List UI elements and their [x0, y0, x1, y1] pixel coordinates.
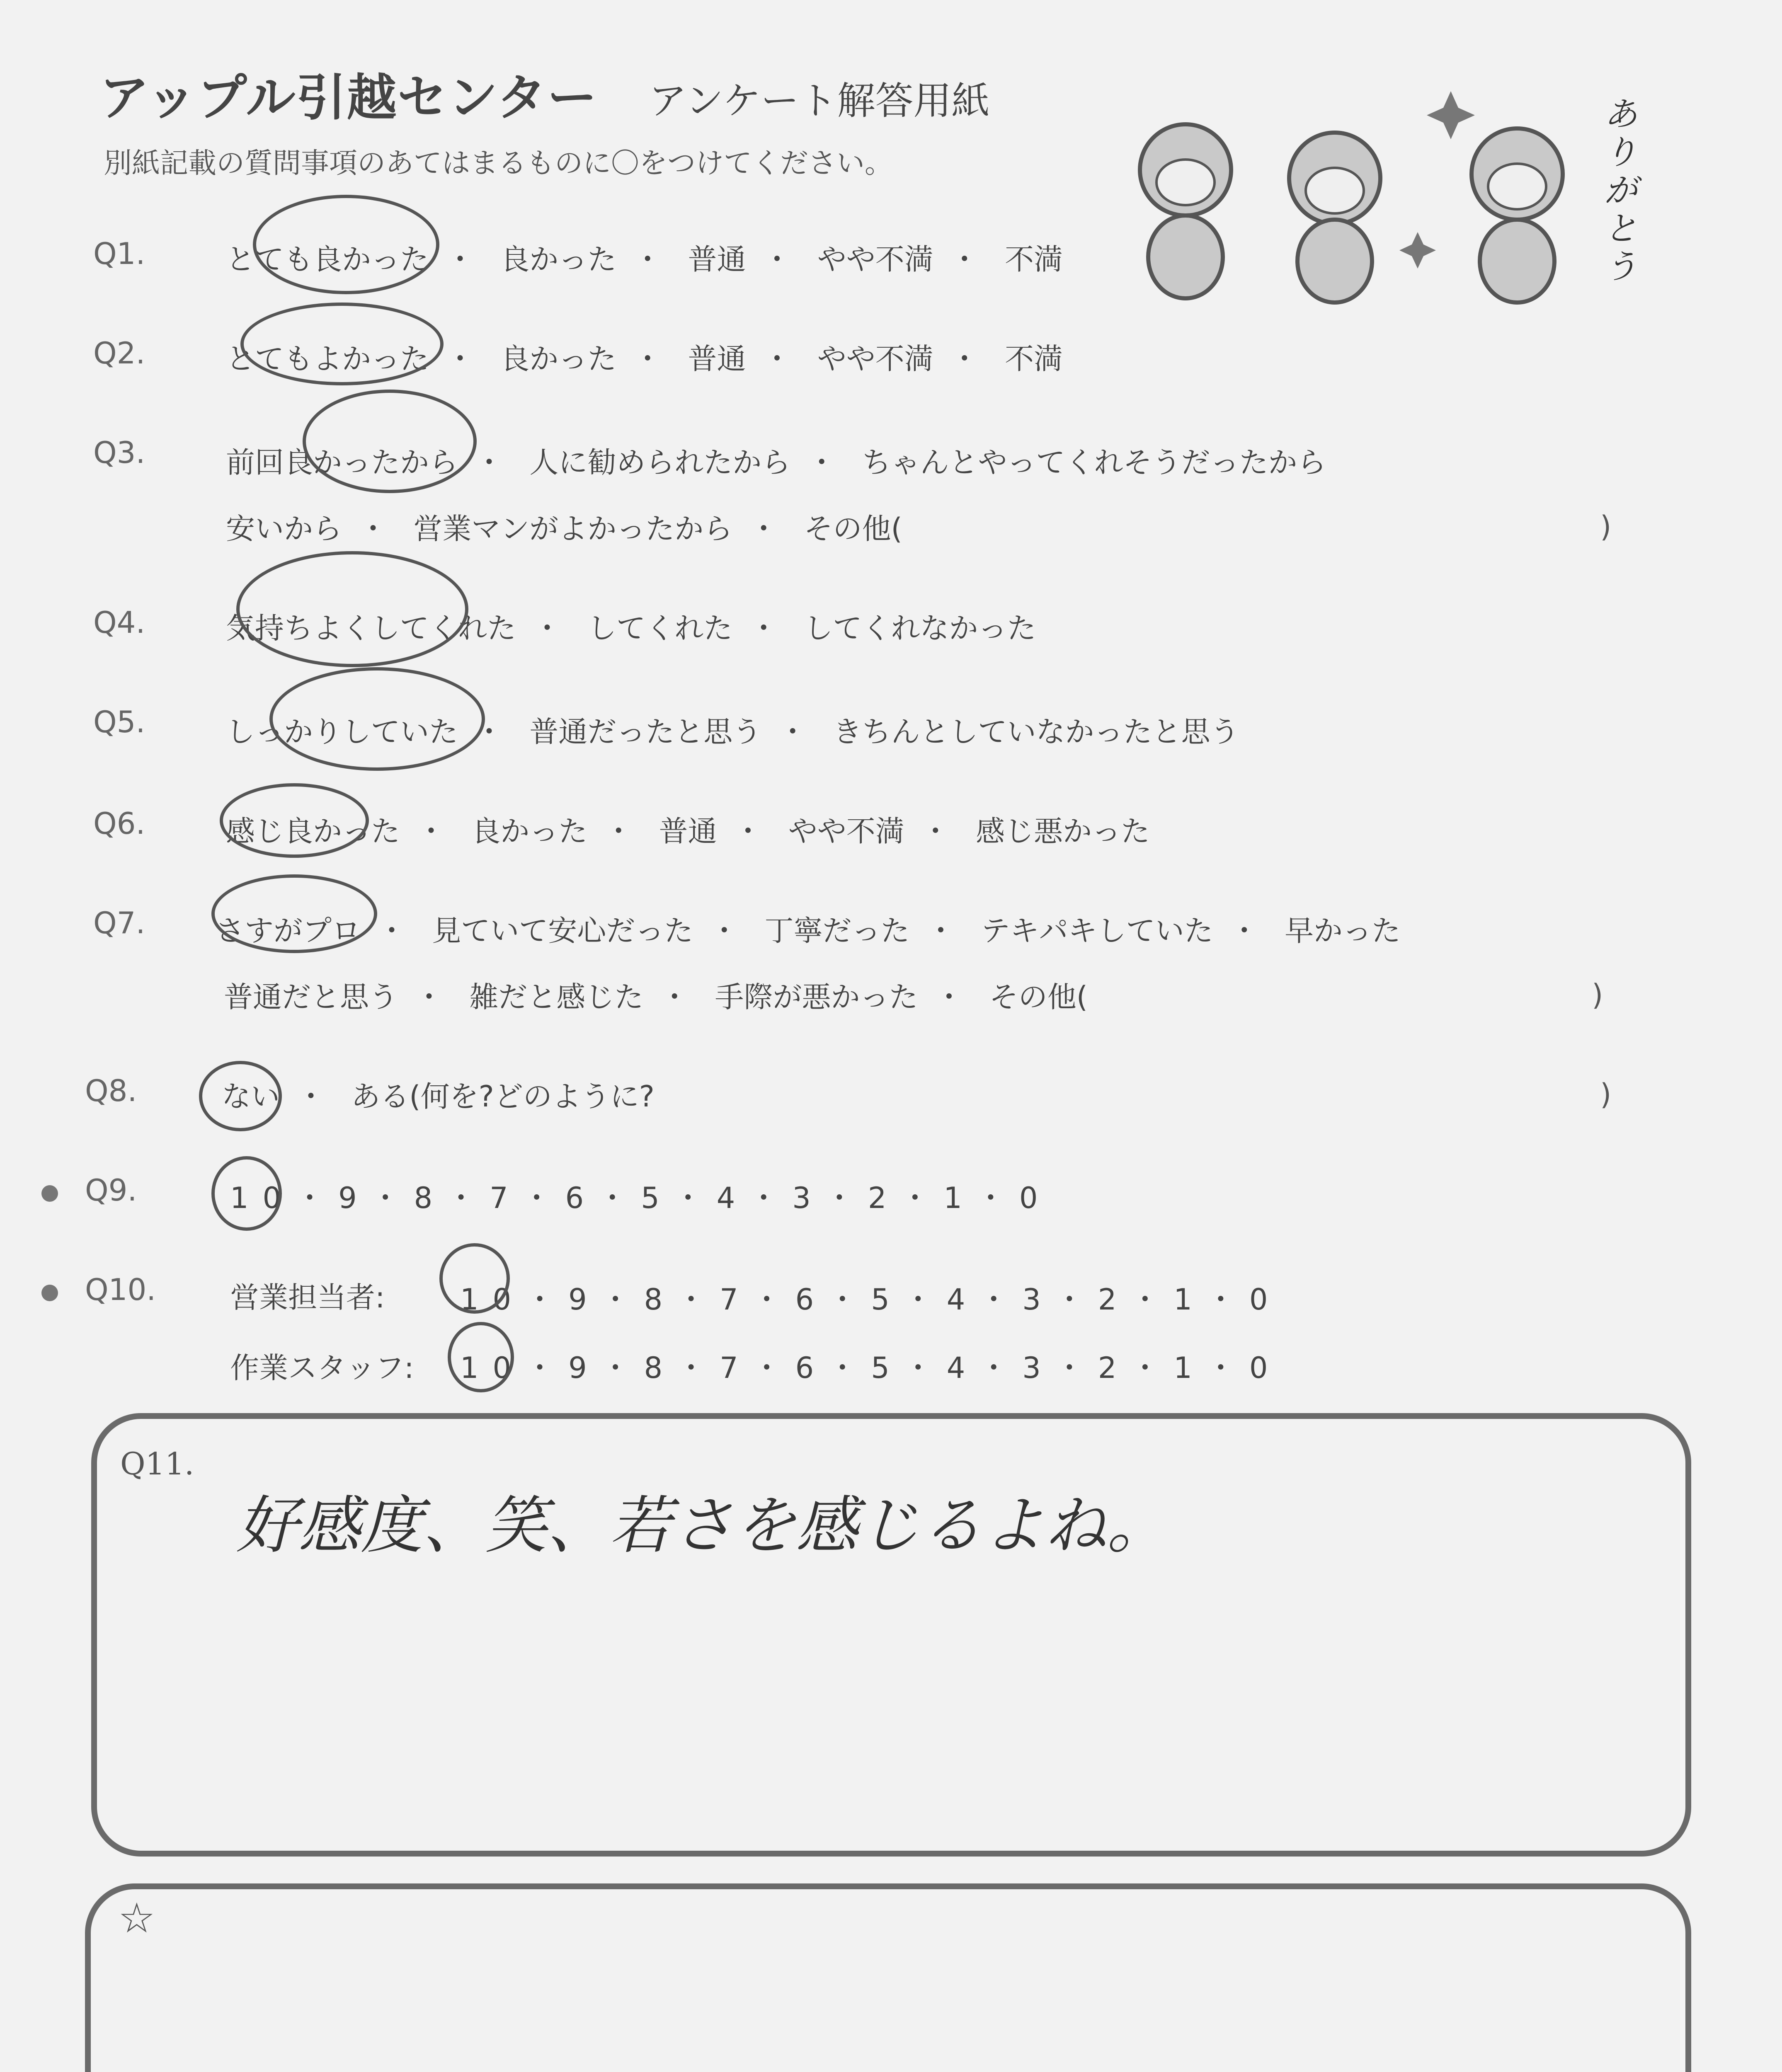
q8-option[interactable]: ない	[222, 1080, 280, 1113]
q7-options-line1: さすがプロ ・ 見ていて安心だった ・ 丁寧だった ・ テキパキしていた ・ 早かった	[216, 914, 1401, 948]
instruction-text: 別紙記載の質問事項のあてはまるものに〇をつけてください。	[104, 147, 893, 180]
q1-label: Q1.	[93, 236, 145, 271]
q5-option[interactable]: 普通だったと思う	[529, 715, 762, 749]
q6-option[interactable]: 感じ良かった	[226, 814, 400, 848]
q8-selection-mark	[199, 1061, 282, 1131]
q7-option[interactable]: 普通だと思う	[224, 980, 398, 1014]
q9-scale[interactable]: 10・9・8・7・6・5・4・3・2・1・0	[230, 1181, 1052, 1215]
q7-close-paren: )	[1592, 978, 1603, 1012]
q4-option[interactable]: 気持ちよくしてくれた	[226, 611, 516, 645]
q10-sales-selection-mark	[439, 1243, 510, 1314]
mascot-illustration	[1103, 75, 1683, 307]
q3-option[interactable]: ちゃんとやってくれそうだったから	[862, 445, 1326, 479]
q7-option[interactable]: さすがプロ	[216, 914, 361, 948]
q7-option[interactable]: 丁寧だった	[764, 914, 910, 948]
q10-staff-selection-mark	[448, 1322, 514, 1392]
q6-option[interactable]: 良かった	[471, 814, 588, 848]
q11-label: Q11.	[120, 1446, 194, 1482]
q6-option[interactable]: 普通	[659, 814, 717, 848]
q2-options: とてもよかった ・ 良かった ・ 普通 ・ やや不満 ・ 不満	[226, 342, 1063, 376]
q4-options: 気持ちよくしてくれた ・ してくれた ・ してくれなかった	[226, 611, 1036, 645]
q2-option[interactable]: 不満	[1005, 342, 1063, 376]
q3-option[interactable]: 営業マンがよかったから	[413, 512, 733, 546]
q6-option[interactable]: 感じ悪かった	[976, 814, 1150, 848]
q3-label: Q3.	[93, 435, 145, 470]
q8-close-paren: )	[1600, 1077, 1612, 1111]
q3-options-line1: 前回良かったから ・ 人に勧められたから ・ ちゃんとやってくれそうだったから	[226, 445, 1326, 479]
q3-option[interactable]: 前回良かったから	[226, 445, 458, 479]
mascot-text: ありがとう	[1604, 95, 1637, 286]
q1-option[interactable]: 不満	[1005, 242, 1063, 276]
q4-option[interactable]: してくれた	[587, 611, 733, 645]
q7-option[interactable]: 手際が悪かった	[715, 980, 918, 1014]
q1-selection-mark	[253, 195, 439, 294]
q7-label: Q7.	[93, 905, 145, 940]
q5-options: しっかりしていた ・ 普通だったと思う ・ きちんとしていなかったと思う	[226, 715, 1239, 749]
q9-bullet	[41, 1185, 58, 1202]
q3-close-paren: )	[1600, 510, 1612, 544]
q2-option[interactable]: とてもよかった	[226, 342, 429, 376]
q2-option[interactable]: 普通	[688, 342, 746, 376]
q7-option[interactable]: 見ていて安心だった	[432, 914, 693, 948]
q7-selection-mark	[211, 874, 377, 953]
star-icon: ☆	[118, 1894, 155, 1942]
q8-options: ない ・ ある(何を?どのように?	[222, 1080, 655, 1113]
q11-handwritten-answer: 好感度、笑、若さを感じるよね。	[236, 1490, 1169, 1562]
q5-option[interactable]: きちんとしていなかったと思う	[833, 715, 1239, 749]
q9-selection-mark	[211, 1156, 282, 1231]
q1-option[interactable]: とても良かった	[226, 242, 429, 276]
q4-selection-mark	[236, 551, 468, 667]
q3-options-line2: 安いから ・ 営業マンがよかったから ・ その他(	[226, 512, 902, 546]
q5-option[interactable]: しっかりしていた	[226, 715, 458, 749]
q10-sales-scale[interactable]: 10・9・8・7・6・5・4・3・2・1・0	[460, 1283, 1282, 1317]
q9-label: Q9.	[85, 1173, 137, 1208]
q1-option[interactable]: 良かった	[500, 242, 617, 276]
q1-options: とても良かった ・ 良かった ・ 普通 ・ やや不満 ・ 不満	[226, 242, 1063, 276]
q6-selection-mark	[220, 783, 369, 858]
q7-options-line2: 普通だと思う ・ 雑だと感じた ・ 手際が悪かった ・ その他(	[224, 980, 1088, 1014]
q2-label: Q2.	[93, 336, 145, 370]
q6-label: Q6.	[93, 806, 145, 841]
comment-box[interactable]	[85, 1883, 1691, 2072]
q3-option[interactable]: その他(	[804, 512, 902, 546]
form-subtitle: アンケート解答用紙	[649, 79, 990, 123]
q10-sales-row-name: 営業担当者:	[230, 1280, 385, 1314]
q7-option[interactable]: テキパキしていた	[981, 914, 1213, 948]
q3-option[interactable]: 安いから	[226, 512, 342, 546]
q10-bullet	[41, 1285, 58, 1301]
q4-label: Q4.	[93, 605, 145, 640]
q8-label: Q8.	[85, 1073, 137, 1108]
q10-label: Q10.	[85, 1272, 156, 1307]
q5-label: Q5.	[93, 704, 145, 739]
company-title: アップル引越センター	[99, 69, 598, 127]
q2-option[interactable]: 良かった	[500, 342, 617, 376]
q2-option[interactable]: やや不満	[817, 342, 933, 376]
q7-option[interactable]: その他(	[989, 980, 1088, 1014]
q4-option[interactable]: してくれなかった	[804, 611, 1036, 645]
q3-option[interactable]: 人に勧められたから	[529, 445, 791, 479]
q8-option[interactable]: ある(何を?どのように?	[351, 1080, 655, 1113]
q10-staff-scale[interactable]: 10・9・8・7・6・5・4・3・2・1・0	[460, 1351, 1282, 1385]
q7-option[interactable]: 雑だと感じた	[469, 980, 644, 1014]
q1-option[interactable]: 普通	[688, 242, 746, 276]
q10-staff-row-name: 作業スタッフ:	[230, 1351, 414, 1385]
q2-selection-mark	[240, 303, 444, 385]
q6-options: 感じ良かった ・ 良かった ・ 普通 ・ やや不満 ・ 感じ悪かった	[226, 814, 1150, 848]
q6-option[interactable]: やや不満	[788, 814, 904, 848]
q1-option[interactable]: やや不満	[817, 242, 933, 276]
q3-selection-mark	[303, 390, 477, 493]
q7-option[interactable]: 早かった	[1285, 914, 1401, 948]
q5-selection-mark	[269, 667, 485, 771]
